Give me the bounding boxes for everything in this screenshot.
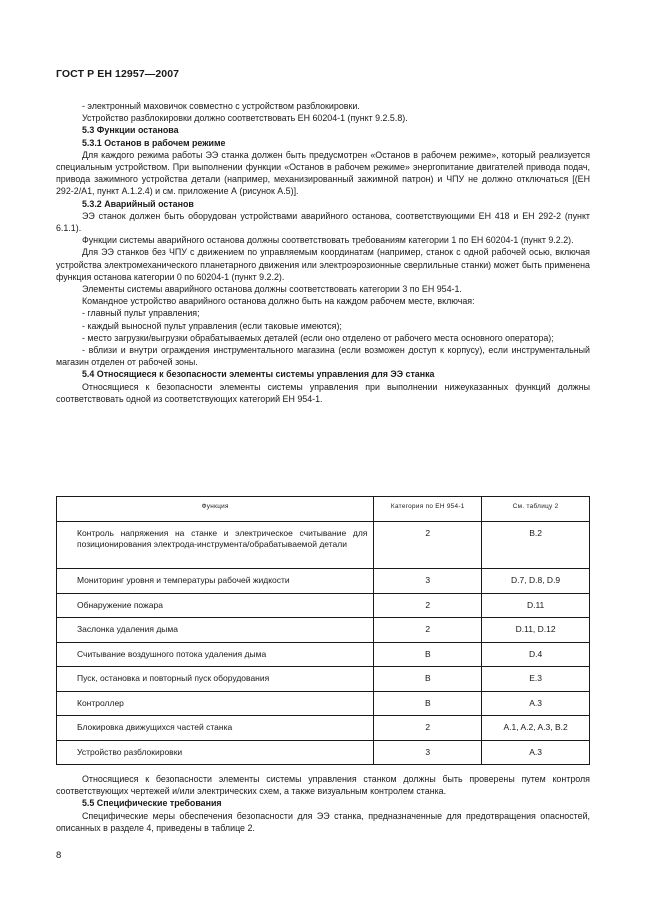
table-cell-reference: D.4 xyxy=(482,642,590,667)
body-text xyxy=(56,100,590,405)
paragraph: Специфические меры обеспечения безопасности для ЭЭ станка, предназначенные для предотвращения опасностей, описанных в разделе 4, приведены в таблице 2. xyxy=(56,810,590,833)
table-row xyxy=(57,716,590,741)
after-table-text xyxy=(56,773,590,834)
paragraph: ЭЭ станок должен быть оборудован устройствами аварийного останова, соответствующими ЕН 418 и ЕН 292-2 (пункт 6.1.1). xyxy=(56,210,590,234)
table-row xyxy=(57,522,590,569)
table-row xyxy=(57,569,590,594)
table-cell-category: B xyxy=(374,691,482,716)
table-cell-function: Контроль напряжения на станке и электрическое считывание для позиционирования электрода-инструмента/обрабатываемой детали xyxy=(57,522,374,569)
table-cell-function: Блокировка движущихся частей станка xyxy=(57,716,374,741)
functions-table xyxy=(56,496,590,765)
section-heading-5-3: 5.3 Функции останова xyxy=(82,125,179,136)
table-cell-reference: A.1, A.2, A.3, B.2 xyxy=(482,716,590,741)
table-row xyxy=(57,691,590,716)
paragraph: Устройство разблокировки должно соответствовать ЕН 60204-1 (пункт 9.2.5.8). xyxy=(82,113,408,124)
section-heading-5-3-1: 5.3.1 Останов в рабочем режиме xyxy=(82,137,226,148)
paragraph: Командное устройство аварийного останова должно быть на каждом рабочем месте, включая: xyxy=(82,296,475,307)
table-cell-reference: B.2 xyxy=(482,522,590,569)
paragraph: Относящиеся к безопасности элементы системы управления при выполнении нижеуказанных функций должны соответствовать одной из соответствующих категорий ЕН 954-1. xyxy=(56,381,590,404)
paragraph: - электронный маховичок совместно с устройством разблокировки. xyxy=(82,101,360,111)
list-item: - вблизи и внутри ограждения инструментального магазина (если возможен доступ к корпусу), если инструментальный магазин отделен от рабочей зоны. xyxy=(56,345,590,368)
paragraph: Функции системы аварийного останова должны соответствовать требованиям категории 1 по ЕН 60204-1 (пункт 9.2.2). xyxy=(82,235,574,246)
table-cell-function: Обнаружение пожара xyxy=(57,593,374,618)
table-cell-reference: D.11 xyxy=(482,593,590,618)
section-heading-5-5: 5.5 Специфические требования xyxy=(82,798,222,809)
table-cell-reference: D.11, D.12 xyxy=(482,618,590,643)
table-cell-reference: A.3 xyxy=(482,740,590,765)
column-header-category: Категория по ЕН 954-1 xyxy=(374,497,482,522)
table-row xyxy=(57,642,590,667)
paragraph: Относящиеся к безопасности элементы системы управления станком должны быть проверены путем контроля соответствующих чертежей и/или электрических схем, а также визуальным контролем станка. xyxy=(56,774,590,797)
table-header-row xyxy=(57,497,590,522)
list-item: - главный пульт управления; xyxy=(82,308,200,319)
table-cell-category: 3 xyxy=(374,569,482,594)
table-row xyxy=(57,618,590,643)
list-item: - место загрузки/выгрузки обрабатываемых деталей (если оно отделено от рабочего места основного оператора); xyxy=(82,332,554,343)
paragraph: Элементы системы аварийного останова должны соответствовать категории 3 по ЕН 954-1. xyxy=(82,284,462,295)
table-cell-category: 2 xyxy=(374,522,482,569)
column-header-see-table: См. таблицу 2 xyxy=(482,497,590,522)
page-number: 8 xyxy=(56,850,62,861)
document-header: ГОСТ Р ЕН 12957—2007 xyxy=(56,68,180,80)
table-cell-category: B xyxy=(374,667,482,692)
table-cell-function: Устройство разблокировки xyxy=(57,740,374,765)
list-item: - каждый выносной пульт управления (если таковые имеются); xyxy=(82,320,342,331)
table-row xyxy=(57,667,590,692)
section-heading-5-3-2: 5.3.2 Аварийный останов xyxy=(82,198,194,209)
paragraph: Для каждого режима работы ЭЭ станка должен быть предусмотрен «Останов в рабочем режиме», который реализуется специальным устройством. При выполнении функции «Останов в рабочем режиме» энергопитание двигателей привода подач, привода зажимного устройства детали (например, механизированный зажимной патрон) и ЧПУ не должно отключаться [(ЕН 292-2/А1, пункт А.1.2.4) и см. приложение А (рисунок А.5)]. xyxy=(56,149,590,197)
table-cell-function: Считывание воздушного потока удаления дыма xyxy=(57,642,374,667)
table-cell-function: Пуск, остановка и повторный пуск оборудования xyxy=(57,667,374,692)
table-cell-category: 2 xyxy=(374,618,482,643)
column-header-function: Функция xyxy=(57,497,374,522)
table-cell-reference: E.3 xyxy=(482,667,590,692)
table-cell-function: Заслонка удаления дыма xyxy=(57,618,374,643)
table-row xyxy=(57,740,590,765)
table-cell-function: Контроллер xyxy=(57,691,374,716)
section-heading-5-4: 5.4 Относящиеся к безопасности элементы системы управления для ЭЭ станка xyxy=(82,369,435,380)
paragraph: Для ЭЭ станков без ЧПУ с движением по управляемым координатам (например, станок с одной рабочей осью, включая устройства электромеханического планетарного движения или электроэрозионные сверлильные станки) может быть применена функция останова категории 0 по 60204-1 (пункт 9.2.2). xyxy=(56,247,590,282)
table-cell-reference: D.7, D.8, D.9 xyxy=(482,569,590,594)
table-cell-category: 3 xyxy=(374,740,482,765)
table-cell-category: 2 xyxy=(374,716,482,741)
table-row xyxy=(57,593,590,618)
table-cell-reference: A.3 xyxy=(482,691,590,716)
table-cell-category: B xyxy=(374,642,482,667)
table-cell-category: 2 xyxy=(374,593,482,618)
table-cell-function: Мониторинг уровня и температуры рабочей жидкости xyxy=(57,569,374,594)
